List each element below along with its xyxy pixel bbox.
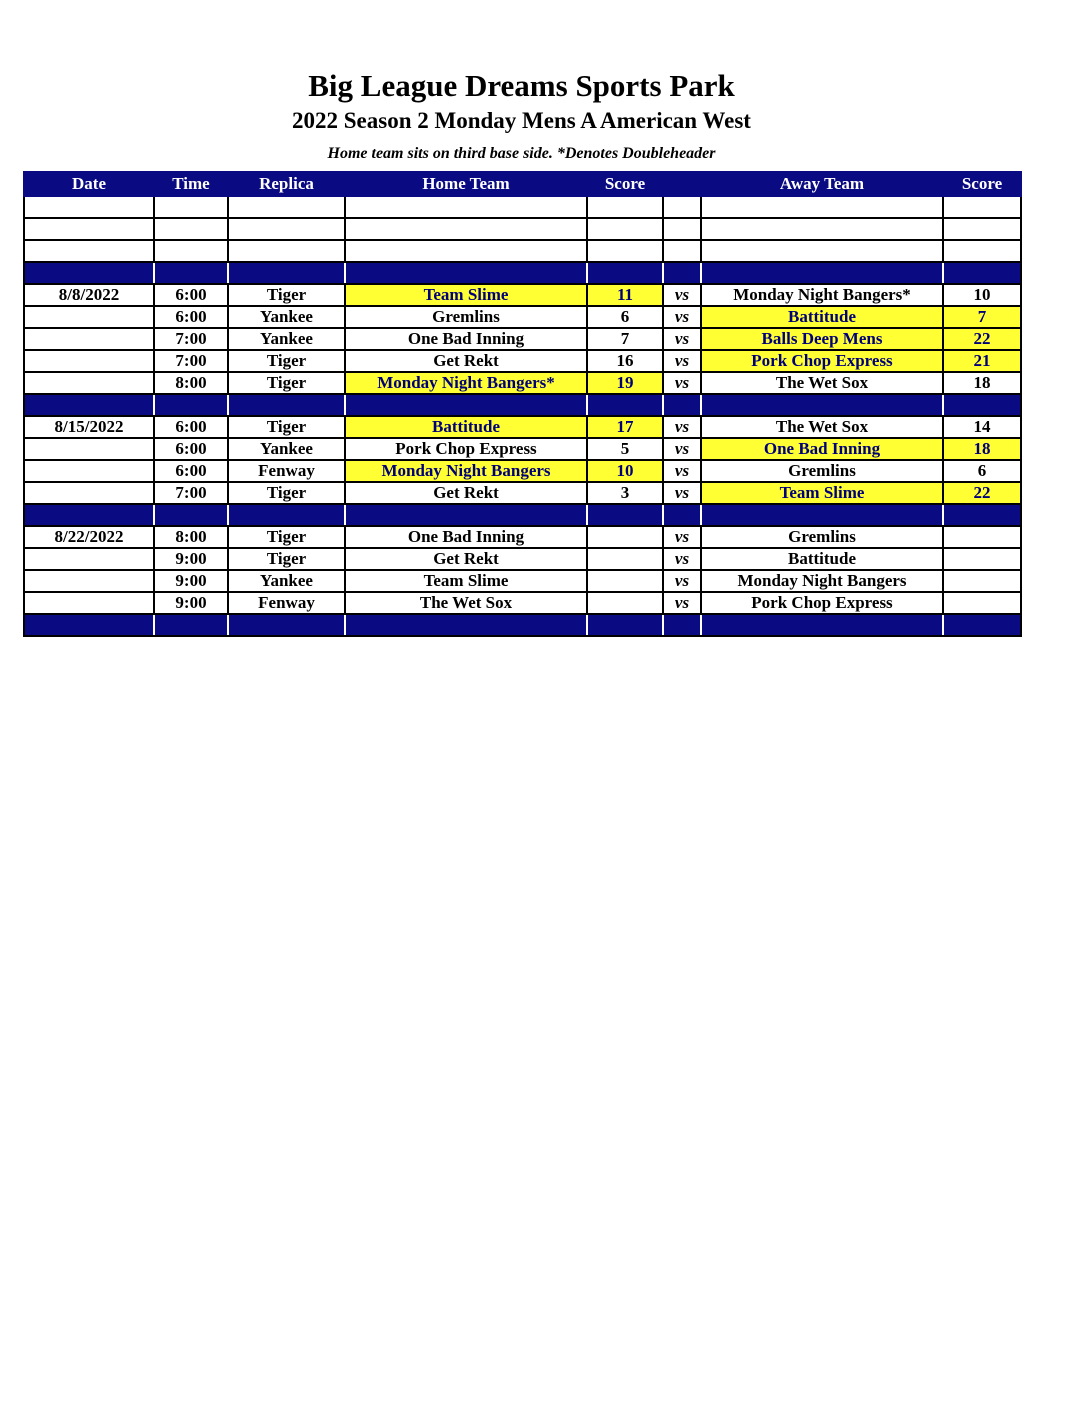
- away-team: The Wet Sox: [701, 416, 943, 438]
- table-row: [24, 306, 1021, 328]
- field-replica: Tiger: [228, 372, 345, 394]
- column-header-replica: Replica: [228, 172, 345, 196]
- away-team: One Bad Inning: [701, 438, 943, 460]
- versus-label: vs: [663, 372, 701, 394]
- page-subtitle: 2022 Season 2 Monday Mens A American West: [292, 108, 751, 133]
- empty-cell: [345, 196, 587, 218]
- away-team: Gremlins: [701, 460, 943, 482]
- versus-label: vs: [663, 350, 701, 372]
- divider-cell: [587, 262, 663, 284]
- table-header-row: [24, 172, 1021, 196]
- home-team: Monday Night Bangers: [345, 460, 587, 482]
- empty-cell: [228, 240, 345, 262]
- empty-row: [24, 196, 1021, 218]
- home-team: One Bad Inning: [345, 526, 587, 548]
- game-date: [24, 592, 154, 614]
- divider-cell: [943, 614, 1021, 636]
- home-score: 11: [587, 284, 663, 306]
- away-score: 10: [943, 284, 1021, 306]
- away-score: [943, 592, 1021, 614]
- versus-label: vs: [663, 438, 701, 460]
- versus-label: vs: [663, 306, 701, 328]
- versus-label: vs: [663, 328, 701, 350]
- divider-cell: [24, 262, 154, 284]
- schedule-note: Home team sits on third base side. *Denotes Doubleheader: [327, 145, 716, 162]
- game-date: [24, 460, 154, 482]
- game-time: 6:00: [154, 460, 228, 482]
- game-time: 7:00: [154, 482, 228, 504]
- divider-cell: [701, 504, 943, 526]
- field-replica: Tiger: [228, 482, 345, 504]
- table-row: [24, 416, 1021, 438]
- divider-cell: [24, 504, 154, 526]
- divider-cell: [663, 504, 701, 526]
- column-header-date: Date: [24, 172, 154, 196]
- empty-cell: [24, 196, 154, 218]
- empty-cell: [24, 240, 154, 262]
- versus-label: vs: [663, 284, 701, 306]
- column-header-home-score: Score: [587, 172, 663, 196]
- versus-label: vs: [663, 416, 701, 438]
- column-header-away-team: Away Team: [701, 172, 943, 196]
- divider-cell: [663, 614, 701, 636]
- empty-cell: [943, 196, 1021, 218]
- column-header-away-score: Score: [943, 172, 1021, 196]
- divider-cell: [701, 262, 943, 284]
- home-team: One Bad Inning: [345, 328, 587, 350]
- away-team: Pork Chop Express: [701, 350, 943, 372]
- empty-cell: [943, 218, 1021, 240]
- home-score: 10: [587, 460, 663, 482]
- empty-cell: [587, 240, 663, 262]
- empty-cell: [228, 218, 345, 240]
- home-score: 17: [587, 416, 663, 438]
- game-time: 6:00: [154, 284, 228, 306]
- away-score: 6: [943, 460, 1021, 482]
- table-row: [24, 460, 1021, 482]
- divider-cell: [345, 394, 587, 416]
- away-score: [943, 548, 1021, 570]
- divider-cell: [663, 394, 701, 416]
- divider-cell: [154, 262, 228, 284]
- field-replica: Tiger: [228, 526, 345, 548]
- field-replica: Fenway: [228, 460, 345, 482]
- divider-cell: [228, 394, 345, 416]
- home-team: Get Rekt: [345, 482, 587, 504]
- column-header-vs: [663, 172, 701, 196]
- game-date: [24, 350, 154, 372]
- away-team: Monday Night Bangers: [701, 570, 943, 592]
- field-replica: Yankee: [228, 328, 345, 350]
- empty-cell: [701, 196, 943, 218]
- game-time: 9:00: [154, 548, 228, 570]
- game-time: 8:00: [154, 372, 228, 394]
- away-team: Gremlins: [701, 526, 943, 548]
- divider-cell: [943, 504, 1021, 526]
- game-time: 6:00: [154, 438, 228, 460]
- empty-row: [24, 218, 1021, 240]
- table-row: [24, 372, 1021, 394]
- versus-label: vs: [663, 548, 701, 570]
- divider-cell: [24, 614, 154, 636]
- home-score: [587, 548, 663, 570]
- home-score: 5: [587, 438, 663, 460]
- table-row: [24, 284, 1021, 306]
- game-date: [24, 306, 154, 328]
- empty-cell: [701, 240, 943, 262]
- versus-label: vs: [663, 482, 701, 504]
- divider-cell: [24, 394, 154, 416]
- game-time: 7:00: [154, 328, 228, 350]
- field-replica: Fenway: [228, 592, 345, 614]
- empty-cell: [943, 240, 1021, 262]
- divider-cell: [345, 504, 587, 526]
- versus-label: vs: [663, 460, 701, 482]
- week-divider-row: [24, 614, 1021, 636]
- week-divider-row: [24, 504, 1021, 526]
- field-replica: Yankee: [228, 306, 345, 328]
- home-score: 6: [587, 306, 663, 328]
- divider-cell: [663, 262, 701, 284]
- game-date: [24, 482, 154, 504]
- week-divider-row: [24, 262, 1021, 284]
- game-date: 8/8/2022: [24, 284, 154, 306]
- divider-cell: [228, 504, 345, 526]
- divider-cell: [701, 394, 943, 416]
- away-team: Battitude: [701, 306, 943, 328]
- empty-cell: [587, 196, 663, 218]
- versus-label: vs: [663, 592, 701, 614]
- field-replica: Yankee: [228, 570, 345, 592]
- column-header-home-team: Home Team: [345, 172, 587, 196]
- empty-cell: [587, 218, 663, 240]
- empty-cell: [345, 240, 587, 262]
- divider-cell: [587, 614, 663, 636]
- home-score: 19: [587, 372, 663, 394]
- away-team: The Wet Sox: [701, 372, 943, 394]
- table-row: [24, 526, 1021, 548]
- empty-cell: [663, 240, 701, 262]
- versus-label: vs: [663, 570, 701, 592]
- empty-cell: [154, 196, 228, 218]
- table-row: [24, 438, 1021, 460]
- field-replica: Tiger: [228, 548, 345, 570]
- away-team: Pork Chop Express: [701, 592, 943, 614]
- away-score: 22: [943, 482, 1021, 504]
- empty-row: [24, 240, 1021, 262]
- away-score: 21: [943, 350, 1021, 372]
- away-score: 7: [943, 306, 1021, 328]
- empty-cell: [228, 196, 345, 218]
- field-replica: Yankee: [228, 438, 345, 460]
- divider-cell: [154, 394, 228, 416]
- table-row: [24, 592, 1021, 614]
- home-team: The Wet Sox: [345, 592, 587, 614]
- home-team: Get Rekt: [345, 548, 587, 570]
- game-date: [24, 570, 154, 592]
- field-replica: Tiger: [228, 416, 345, 438]
- column-header-time: Time: [154, 172, 228, 196]
- schedule-body: [24, 196, 1021, 636]
- away-score: 18: [943, 372, 1021, 394]
- page-title: Big League Dreams Sports Park: [308, 68, 735, 103]
- schedule-table: [23, 171, 1022, 637]
- divider-cell: [228, 262, 345, 284]
- empty-cell: [345, 218, 587, 240]
- home-score: 16: [587, 350, 663, 372]
- home-team: Battitude: [345, 416, 587, 438]
- divider-cell: [943, 262, 1021, 284]
- home-score: 7: [587, 328, 663, 350]
- divider-cell: [701, 614, 943, 636]
- game-date: 8/22/2022: [24, 526, 154, 548]
- game-date: [24, 548, 154, 570]
- home-team: Team Slime: [345, 570, 587, 592]
- away-score: 18: [943, 438, 1021, 460]
- empty-cell: [154, 218, 228, 240]
- divider-cell: [154, 614, 228, 636]
- table-row: [24, 570, 1021, 592]
- game-time: 6:00: [154, 306, 228, 328]
- game-time: 9:00: [154, 570, 228, 592]
- divider-cell: [943, 394, 1021, 416]
- away-team: Balls Deep Mens: [701, 328, 943, 350]
- field-replica: Tiger: [228, 350, 345, 372]
- away-team: Battitude: [701, 548, 943, 570]
- empty-cell: [701, 218, 943, 240]
- home-score: 3: [587, 482, 663, 504]
- home-score: [587, 526, 663, 548]
- home-team: Team Slime: [345, 284, 587, 306]
- empty-cell: [663, 218, 701, 240]
- field-replica: Tiger: [228, 284, 345, 306]
- home-team: Monday Night Bangers*: [345, 372, 587, 394]
- game-date: 8/15/2022: [24, 416, 154, 438]
- divider-cell: [587, 504, 663, 526]
- away-team: Monday Night Bangers*: [701, 284, 943, 306]
- away-score: [943, 570, 1021, 592]
- game-time: 6:00: [154, 416, 228, 438]
- game-date: [24, 328, 154, 350]
- home-score: [587, 592, 663, 614]
- table-row: [24, 548, 1021, 570]
- versus-label: vs: [663, 526, 701, 548]
- game-date: [24, 372, 154, 394]
- divider-cell: [228, 614, 345, 636]
- week-divider-row: [24, 394, 1021, 416]
- table-row: [24, 350, 1021, 372]
- game-time: 7:00: [154, 350, 228, 372]
- game-time: 9:00: [154, 592, 228, 614]
- home-team: Gremlins: [345, 306, 587, 328]
- table-row: [24, 328, 1021, 350]
- away-team: Team Slime: [701, 482, 943, 504]
- game-time: 8:00: [154, 526, 228, 548]
- home-team: Get Rekt: [345, 350, 587, 372]
- away-score: 14: [943, 416, 1021, 438]
- divider-cell: [345, 614, 587, 636]
- empty-cell: [24, 218, 154, 240]
- home-team: Pork Chop Express: [345, 438, 587, 460]
- away-score: [943, 526, 1021, 548]
- game-date: [24, 438, 154, 460]
- divider-cell: [154, 504, 228, 526]
- divider-cell: [587, 394, 663, 416]
- empty-cell: [663, 196, 701, 218]
- table-row: [24, 482, 1021, 504]
- empty-cell: [154, 240, 228, 262]
- divider-cell: [345, 262, 587, 284]
- away-score: 22: [943, 328, 1021, 350]
- home-score: [587, 570, 663, 592]
